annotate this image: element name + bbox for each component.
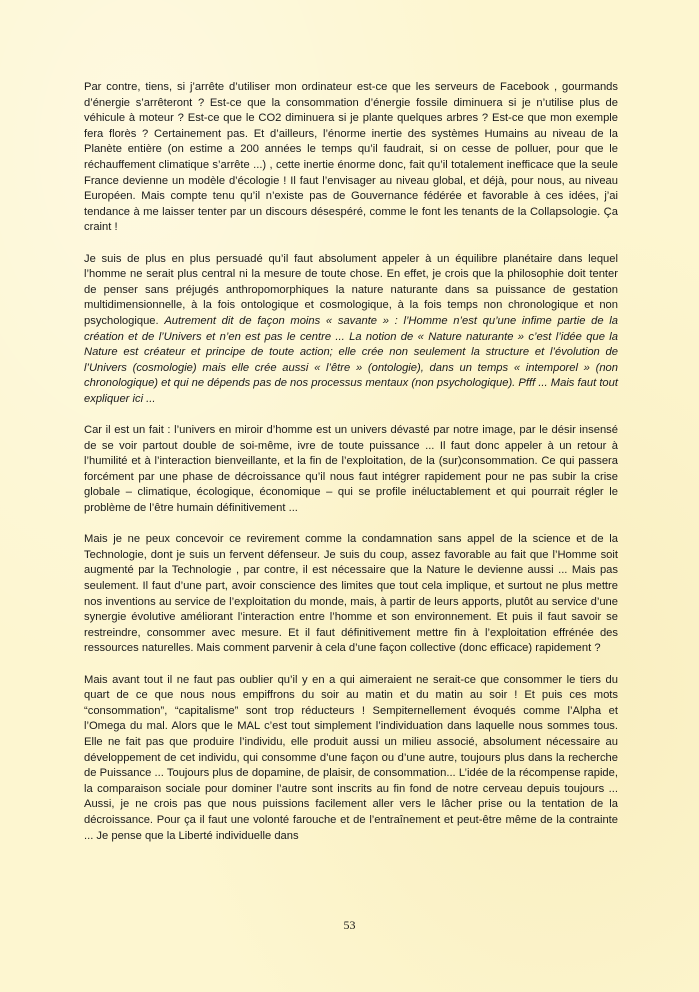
paragraph-1-text: Par contre, tiens, si j’arrête d’utiliser mon ordinateur est-ce que les serveurs de Facebook , gourmands d’énergie s’arrêteront ? Est-ce que la consommation d’énergie fossile diminuera si je n’utilise plus de véhicule à moteur ? Est-ce que le CO2 diminuera si je plante quelques arbres ? Est-ce que mon exemple fera florès ? Certainement pas. Et d’ailleurs, l’énorme inertie des systèmes Humains au niveau de la Planète entière (on estime a 200 années le temps qu’il faudrait, si on cesse de polluer, pour que le réchauffement climatique s’arrête ...) , cette inertie énorme donc, fait qu’il totalement inefficace que la seule France devienne un modèle d’écologie ! Il faut l’envisager au niveau global, et déjà, pour nous, au niveau Européen. Mais compte tenu qu’il n’existe pas de Gouvernance fédérée et favorable à ces idées, j’ai tendance à me laisser tenter par un discours désespéré, comme le font les tenants de la Collapsologie. Ça craint ! <box>84 81 618 234</box>
paragraph-2-italic-text: Autrement dit de façon moins « savante » : l’Homme n’est qu’une infime partie de la création et de l’Univers et n’en est pas le centre ... La notion de « Nature naturante » c’est l’idée que la Nature est créateur et principe de toute action; elle crée non seulement la structure et l’évolution de l’Univers (cosmologie) mais elle crée aussi « l’être » (ontologie), dans un temps « intemporel » (non chronologique) et qui ne dépends pas de nos processus mentaux (non psychologique). Pfff ... Mais faut tout expliquer ici ... <box>84 314 618 405</box>
page-number: 53 <box>343 918 356 932</box>
body-text <box>84 80 618 860</box>
paragraph-1 <box>84 80 618 236</box>
paragraph-2 <box>84 252 618 408</box>
paragraph-3 <box>84 423 618 517</box>
paragraph-3-text: Car il est un fait : l’univers en miroir d’homme est un univers dévasté par notre image, par le désir insensé de se voir partout double de soi-même, ivre de toute puissance ... Il faut donc appeler à un retour à l’humilité et à l’interaction bienveillante, et la fin de l’exploitation, de la (sur)consommation. Ce qui passera forcément par une phase de décroissance qu’il nous faut intégrer rapidement pour ne pas subir la crise globale – climatique, écologique, économique – qui se profile inéluctablement et qui pourrait régler le problème de l’être humain définitivement ... <box>84 424 618 515</box>
paragraph-4 <box>84 532 618 657</box>
paragraph-5 <box>84 673 618 845</box>
paragraph-5-text: Mais avant tout il ne faut pas oublier qu’il y en a qui aimeraient ne serait-ce que consommer le tiers du quart de ce que nous nous empiffrons du soir au matin et du matin au soir ! Et puis ces mots “consommation”, “capitalisme” sont trop réducteurs ! Sempiternellement évoqués comme l’Alpha et l’Omega du mal. Alors que le MAL c’est tout simplement l’individuation dans laquelle nous sommes tous. Elle ne fait pas que produire l’individu, elle produit aussi un milieu associé, absolument nécessaire au développement de cet individu, qui consomme d’une façon ou d’une autre, toujours plus dans la recherche de Puissance ... Toujours plus de dopamine, de plaisir, de consommation... L’idée de la récompense rapide, la comparaison sociale pour dominer l’autre sont inscrits au fin fond de notre cerveau depuis toujours ... Aussi, je ne crois pas que nous puissions facilement aller vers le lâcher prise ou la tentation de la décroissance. Pour ça il faut une volonté farouche et de l’entraînement et peut-être même de la contrainte ... Je pense que la Liberté individuelle dans <box>84 673 618 842</box>
paragraph-2-text: Je suis de plus en plus persuadé qu’il faut absolument appeler à un équilibre planétaire dans lequel l’homme ne serait plus central ni la mesure de toute chose. En effet, je crois que la philosophie doit tenter de penser sans préjugés anthropomorphiques la nature naturante dans sa puissance de gestation multidimensionnelle, à la fois ontologique et cosmologique, à la fois temps non chronologique et non psychologique. <box>84 252 618 327</box>
paragraph-4-text: Mais je ne peux concevoir ce revirement comme la condamnation sans appel de la science et de la Technologie, dont je suis un fervent défenseur. Je suis du coup, assez favorable au fait que l’Homme soit augmenté par la Technologie , par contre, il est nécessaire que la Nature le devienne aussi ... Mais pas seulement. Il faut d’une part, avoir conscience des limites que tout cela implique, et surtout ne plus mettre nos inventions au service de l’exploitation du monde, mais, à partir de leurs apports, plutôt au service d’une synergie évolutive améliorant l’interaction entre l’homme et son environnement. Et puis il faut savoir se restreindre, consommer avec mesure. Et il faut définitivement mettre fin à l’exploitation effrénée des ressources naturelles. Mais comment parvenir à cela d’une façon collective (donc efficace) rapidement ? <box>84 533 618 655</box>
